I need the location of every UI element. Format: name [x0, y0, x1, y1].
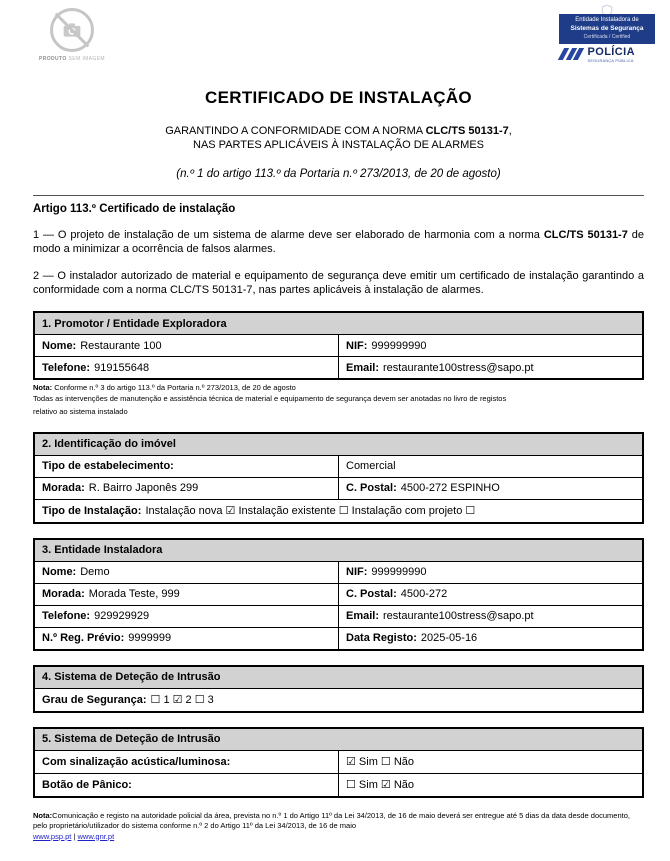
psp-link[interactable]: www.psp.pt: [33, 831, 72, 841]
note-bold: Nota:: [33, 383, 53, 392]
badge-box: [559, 14, 655, 44]
field-nif: [339, 335, 644, 357]
table-row: [34, 627, 643, 650]
field-label: Morada:: [42, 482, 85, 494]
subtitle-line1-post: ,: [508, 125, 512, 137]
field-value: 2025-05-16: [420, 632, 478, 644]
note-line3: relativo ao sistema instalado: [33, 407, 128, 416]
footer-links: [33, 832, 644, 841]
field-botao-panico-value: ☐ Sim ☑ Não: [339, 773, 644, 797]
table-row: [34, 773, 643, 797]
field-nif: [339, 561, 644, 583]
divider: [33, 195, 644, 196]
field-label: N.º Reg. Prévio:: [42, 632, 125, 644]
footer-note-text: Comunicação e registo na autoridade policial da área, prevista no n.º 1 do Artigo 11º da Lei 34/2013, de 16 de maio deverá ser entregue até 5 dias da data desde documento, pelo proprietário/utilizador do sistema conforme n.º 2 do Artigo 11º da Lei 34/2013, de 16 de maio: [33, 810, 630, 830]
p1-norm-ref: CLC/TS 50131-7: [543, 229, 628, 241]
note-line1: [33, 383, 644, 394]
field-label: Email:: [346, 610, 380, 622]
field-value: 929929929: [94, 610, 150, 622]
psp-certification-badge: [559, 4, 655, 63]
field-label: Data Registo:: [346, 632, 417, 644]
badge-line2: Sistemas de Segurança: [570, 24, 644, 32]
field-cpostal: [339, 583, 644, 605]
link-separator: |: [73, 831, 76, 841]
field-label: Com sinalização acústica/luminosa:: [42, 755, 231, 768]
field-value: 4500-272 ESPINHO: [400, 482, 500, 494]
page-title: CERTIFICADO DE INSTALAÇÃO: [205, 88, 472, 107]
section1-table: [33, 311, 644, 380]
field-value: 9999999: [128, 632, 172, 644]
field-nome: [34, 335, 339, 357]
policia-name: POLÍCIA: [587, 45, 635, 58]
gnr-link[interactable]: www.gnr.pt: [77, 831, 115, 841]
table-row: [34, 750, 643, 773]
page-header: [0, 0, 670, 84]
field-label: Telefone:: [42, 610, 91, 622]
badge-line3: Certificada / Certified: [583, 33, 631, 40]
section3-header: 3. Entidade Instaladora: [34, 539, 643, 562]
badge-line1: Entidade Instaladora de: [575, 17, 639, 23]
legal-reference: (n.º 1 do artigo 113.º da Portaria n.º 273/2013, de 20 de agosto): [176, 168, 501, 180]
section5-table: [33, 727, 644, 798]
subtitle-line1-pre: GARANTINDO A CONFORMIDADE COM A NORMA: [165, 125, 426, 137]
section3-table: [33, 538, 644, 651]
section2-table: [33, 432, 644, 524]
table-row: [34, 561, 643, 583]
field-label: Morada:: [42, 588, 85, 600]
section5-header: 5. Sistema de Deteção de Intrusão: [34, 728, 643, 751]
placeholder-label-bold: PRODUTO: [38, 56, 67, 62]
section2-header: 2. Identificação do imóvel: [34, 433, 643, 456]
field-value: Demo: [80, 566, 110, 578]
field-reg-previo: [34, 627, 339, 650]
field-label: C. Postal:: [346, 482, 397, 494]
field-label: Telefone:: [42, 361, 91, 374]
field-sinalizacao-label: [34, 750, 339, 773]
field-tipo-instalacao: [34, 499, 643, 523]
field-label: NIF:: [346, 339, 368, 352]
policia-subtitle: SEGURANÇA PÚBLICA: [587, 58, 634, 63]
field-tipo-estabelecimento-label: [34, 455, 339, 477]
field-value: Morada Teste, 999: [88, 588, 180, 600]
field-email: [339, 605, 644, 627]
product-logo-placeholder: [34, 8, 110, 62]
checkbox-options: Instalação nova ☑ Instalação existente ☐ Instalação com projeto ☐: [145, 505, 476, 517]
table-row: [34, 335, 643, 357]
field-telefone: [34, 357, 339, 380]
field-value: 4500-272: [400, 588, 448, 600]
field-value: 999999990: [371, 339, 427, 352]
field-label: NIF:: [346, 566, 368, 578]
field-label: Tipo de estabelecimento:: [42, 460, 174, 472]
footer-note: [33, 811, 644, 832]
field-tipo-estabelecimento-value: Comercial: [339, 455, 644, 477]
table-row: [34, 455, 643, 477]
field-botao-panico-label: [34, 773, 339, 797]
footer-note-bold: Nota:: [33, 810, 53, 820]
note-line2: Todas as intervenções de manutenção e assistência técnica de material e equipamento de segurança devem ser anotadas no livro de registos: [33, 393, 507, 403]
subtitle-line2: NAS PARTES APLICÁVEIS À INSTALAÇÃO DE ALARMES: [193, 138, 484, 151]
subtitle: [33, 125, 644, 152]
article-paragraph-2: 2 — O instalador autorizado de material e equipamento de segurança deve emitir um certificado de instalação garantindo a conformidade com a norma CLC/TS 50131-7, nas partes aplicáveis à instalação de alarmes.: [33, 270, 644, 296]
subtitle-norm-ref: CLC/TS 50131-7: [425, 125, 509, 137]
section4-header: 4. Sistema de Deteção de Intrusão: [34, 666, 643, 689]
no-image-icon: [50, 8, 94, 52]
article-heading: Artigo 113.º Certificado de instalação: [33, 203, 236, 215]
note-text: Conforme n.º 3 do artigo 113.º da Portaria n.º 273/2013, de 20 de agosto: [52, 383, 296, 392]
table-row: [34, 688, 643, 712]
field-label: C. Postal:: [346, 588, 397, 600]
placeholder-label: [34, 56, 110, 62]
policia-slashes-icon: [561, 48, 584, 60]
field-value: 999999990: [371, 566, 427, 578]
field-email: [339, 357, 644, 380]
field-sinalizacao-value: ☑ Sim ☐ Não: [339, 750, 644, 773]
field-label: Nome:: [42, 566, 77, 578]
field-morada: [34, 477, 339, 499]
section1-note: [33, 383, 644, 418]
field-label: Email:: [346, 361, 380, 374]
field-morada: [34, 583, 339, 605]
table-row: [34, 605, 643, 627]
field-value: restaurante100stress@sapo.pt: [383, 361, 534, 374]
policia-text: [588, 47, 635, 63]
p1-pre: 1 — O projeto de instalação de um sistema de alarme deve ser elaborado de harmonia com a norma: [33, 229, 544, 241]
field-label: Grau de Segurança:: [42, 694, 147, 706]
article-paragraph-1: [33, 228, 644, 256]
checkbox-options: ☐ 1 ☑ 2 ☐ 3: [150, 694, 214, 706]
field-label: Tipo de Instalação:: [42, 505, 142, 517]
table-row: [34, 357, 643, 380]
section4-table: [33, 665, 644, 713]
policia-logo: [559, 47, 655, 63]
field-value: restaurante100stress@sapo.pt: [383, 610, 534, 622]
field-label: Botão de Pânico:: [42, 778, 132, 791]
field-value: R. Bairro Japonês 299: [88, 482, 199, 494]
field-value: 919155648: [94, 361, 150, 374]
field-nome: [34, 561, 339, 583]
field-cpostal: [339, 477, 644, 499]
placeholder-label-light: SEM IMAGEM: [68, 56, 106, 62]
field-value: Restaurante 100: [80, 339, 162, 352]
field-label: Nome:: [42, 339, 77, 352]
table-row: [34, 477, 643, 499]
field-data-registo: [339, 627, 644, 650]
field-grau-seguranca: [34, 688, 643, 712]
table-row: [34, 499, 643, 523]
table-row: [34, 583, 643, 605]
section1-header: 1. Promotor / Entidade Exploradora: [34, 312, 643, 335]
field-telefone: [34, 605, 339, 627]
p1-post: de modo a minimizar a ocorrência de falsos alarmes.: [33, 229, 644, 255]
